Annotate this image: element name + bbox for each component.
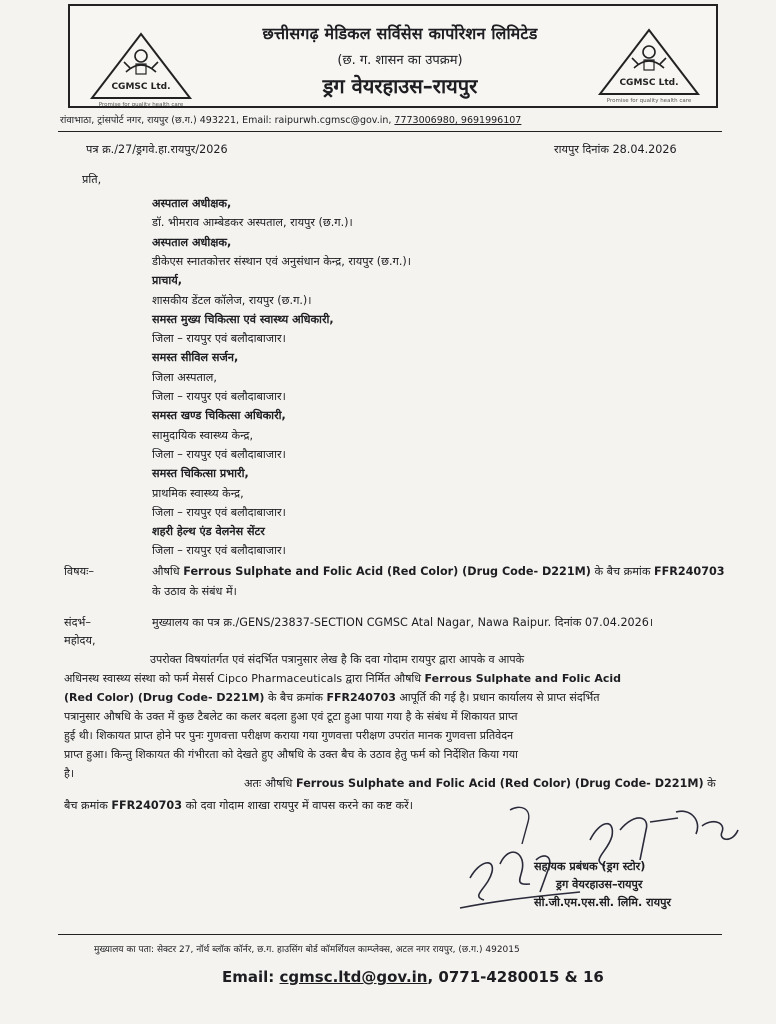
recipient-line: जिला – रायपुर एवं बलौदाबाजार।	[152, 544, 286, 558]
recipient-line: जिला अस्पताल,	[152, 370, 217, 384]
recipient-line: समस्त मुख्य चिकित्सा एवं स्वास्थ्य अधिकारी,	[152, 312, 334, 326]
body-line-1: उपरोक्त विषयांतर्गत एवं संदर्भित पत्रानुसार लेख है कि दवा गोदाम रायपुर द्वारा आपके व आपके	[150, 653, 525, 666]
body-line-7: है।	[64, 767, 75, 780]
salutation: महोदय,	[64, 634, 96, 647]
header-rule	[58, 131, 722, 132]
signatory-org: सी.जी.एम.एस.सी. लिमि. रायपुर	[534, 896, 671, 909]
reference-label: संदर्भ–	[64, 616, 91, 629]
closing-line-2: बैच क्रमांक FFR240703 को दवा गोदाम शाखा रायपुर में वापस करने का कष्ट करें।	[64, 799, 413, 812]
recipient-line: शासकीय डेंटल कॉलेज, रायपुर (छ.ग.)।	[152, 293, 312, 307]
recipient-line: जिला – रायपुर एवं बलौदाबाजार।	[152, 447, 286, 461]
closing-line-1: अतः औषधि Ferrous Sulphate and Folic Acid (Red Color) (Drug Code- D221M) के	[244, 777, 716, 790]
footer-contact	[222, 968, 604, 986]
date-value: 28.04.2026	[612, 143, 677, 156]
body-line-6: प्राप्त हुआ। किन्तु शिकायत की गंभीरता को देखते हुए औषधि के उक्त बैच के उठाव हेतु फर्म को निर्देशित किया गया	[64, 748, 518, 761]
recipient-line: प्राथमिक स्वास्थ्य केन्द्र,	[152, 486, 244, 500]
cgmsc-logo-right	[594, 24, 704, 104]
reference-text: मुख्यालय का पत्र क्र./GENS/23837-SECTION CGMSC Atal Nagar, Nawa Raipur. दिनांक 07.04.2026।	[152, 616, 654, 629]
subject-drug: Ferrous Sulphate and Folic Acid (Red Color) (Drug Code- D221M)	[183, 565, 591, 578]
body-line-2: अधिनस्थ स्वास्थ्य संस्था को फर्म मेसर्स Cipco Pharmaceuticals द्वारा निर्मित औषधि Ferrous Sulphate and Folic Acid	[64, 672, 622, 685]
footer-email-label: Email:	[222, 968, 275, 986]
body-line-5: हुई थी। शिकायत प्राप्त होने पर पुनः गुणवत्ता परीक्षण कराया गया गुणवत्ता परीक्षण उपरांत मानक गुणवत्ता प्रतिवेदन	[64, 729, 514, 742]
org-sub: (छ. ग. शासन का उपक्रम)	[337, 53, 463, 68]
recipient-line: प्राचार्य,	[152, 274, 183, 288]
header-phones: 7773006980, 9691996107	[394, 115, 522, 126]
recipient-line: डीकेएस स्नातकोत्तर संस्थान एवं अनुसंधान केन्द्र, रायपुर (छ.ग.)।	[152, 254, 411, 268]
recipient-line: अस्पताल अधीक्षक,	[152, 235, 232, 249]
date-block	[554, 142, 677, 157]
recipient-line: शहरी हेल्थ एंड वेलनेस सेंटर	[152, 525, 265, 539]
signatory-designation: सहायक प्रबंधक (ड्रग स्टोर)	[534, 860, 646, 873]
svg-text:Promise for quality health car: Promise for quality health care	[98, 102, 184, 108]
body-line-3: (Red Color) (Drug Code- D221M) के बैच क्रमांक FFR240703 आपूर्ति की गई है। प्रधान कार्यालय से प्राप्त संदर्भित	[64, 691, 600, 704]
ref-number: पत्र क्र./27/ड्रगवे.हा.रायपुर/2026	[86, 143, 228, 156]
to-label: प्रति,	[82, 173, 102, 186]
unit-name: ड्रग वेयरहाउस–रायपुर	[322, 74, 478, 98]
recipient-line: डॉ. भीमराव आम्बेडकर अस्पताल, रायपुर (छ.ग.)।	[152, 216, 353, 230]
svg-text:CGMSC Ltd.: CGMSC Ltd.	[619, 78, 679, 88]
footer-address: मुख्यालय का पता: सेक्टर 27, नॉर्थ ब्लॉक कॉर्नर, छ.ग. हाउसिंग बोर्ड कॉमर्शियल काम्प्लेक्स, अटल नगर रायपुर, (छ.ग.) 492015	[94, 945, 520, 955]
svg-text:Promise for quality health car: Promise for quality health care	[606, 98, 692, 104]
subject-mid: के बैच क्रमांक	[594, 565, 651, 578]
body-paragraph	[64, 650, 714, 783]
subject-label: विषयः–	[64, 565, 94, 578]
subject-line-2: के उठाव के संबंध में।	[152, 585, 237, 598]
subject-line-1	[152, 564, 725, 579]
footer-email[interactable]: cgmsc.ltd@gov.in	[279, 968, 428, 986]
recipient-line: अस्पताल अधीक्षक,	[152, 197, 232, 210]
subject-pre: औषधि	[152, 565, 180, 578]
recipient-line: जिला – रायपुर एवं बलौदाबाजार।	[152, 390, 286, 403]
header-address-text: रांवाभाठा, ट्रांसपोर्ट नगर, रायपुर (छ.ग.) 493221, Email: raipurwh.cgmsc@gov.in,	[60, 115, 392, 126]
subject-batch: FFR240703	[653, 565, 725, 578]
svg-text:CGMSC Ltd.: CGMSC Ltd.	[111, 82, 171, 92]
recipient-line: सामुदायिक स्वास्थ्य केन्द्र,	[152, 428, 254, 442]
recipient-line: समस्त सीविल सर्जन,	[152, 351, 239, 365]
body-line-4: पत्रानुसार औषधि के उक्त में कुछ टैबलेट का कलर बदला हुआ एवं टूटा हुआ पाया गया है के संबंध में शिकायत प्राप्त	[64, 710, 518, 723]
signatory-unit: ड्रग वेयरहाउस–रायपुर	[556, 878, 643, 891]
footer-phone: , 0771-4280015 & 16	[427, 968, 604, 986]
recipient-line: जिला – रायपुर एवं बलौदाबाजार।	[152, 505, 286, 519]
org-name: छत्तीसगढ़ मेडिकल सर्विसेस कार्पोरेशन लिमिटेड	[262, 24, 538, 43]
footer-rule	[58, 934, 722, 935]
cgmsc-logo-left	[86, 28, 196, 108]
date-label: रायपुर दिनांक	[554, 143, 609, 156]
recipient-line: समस्त चिकित्सा प्रभारी,	[152, 467, 249, 481]
recipient-line: समस्त खण्ड चिकित्सा अधिकारी,	[152, 409, 286, 423]
recipient-line: जिला – रायपुर एवं बलौदाबाजार।	[152, 332, 286, 346]
letterhead	[68, 4, 718, 108]
header-address	[60, 113, 760, 126]
